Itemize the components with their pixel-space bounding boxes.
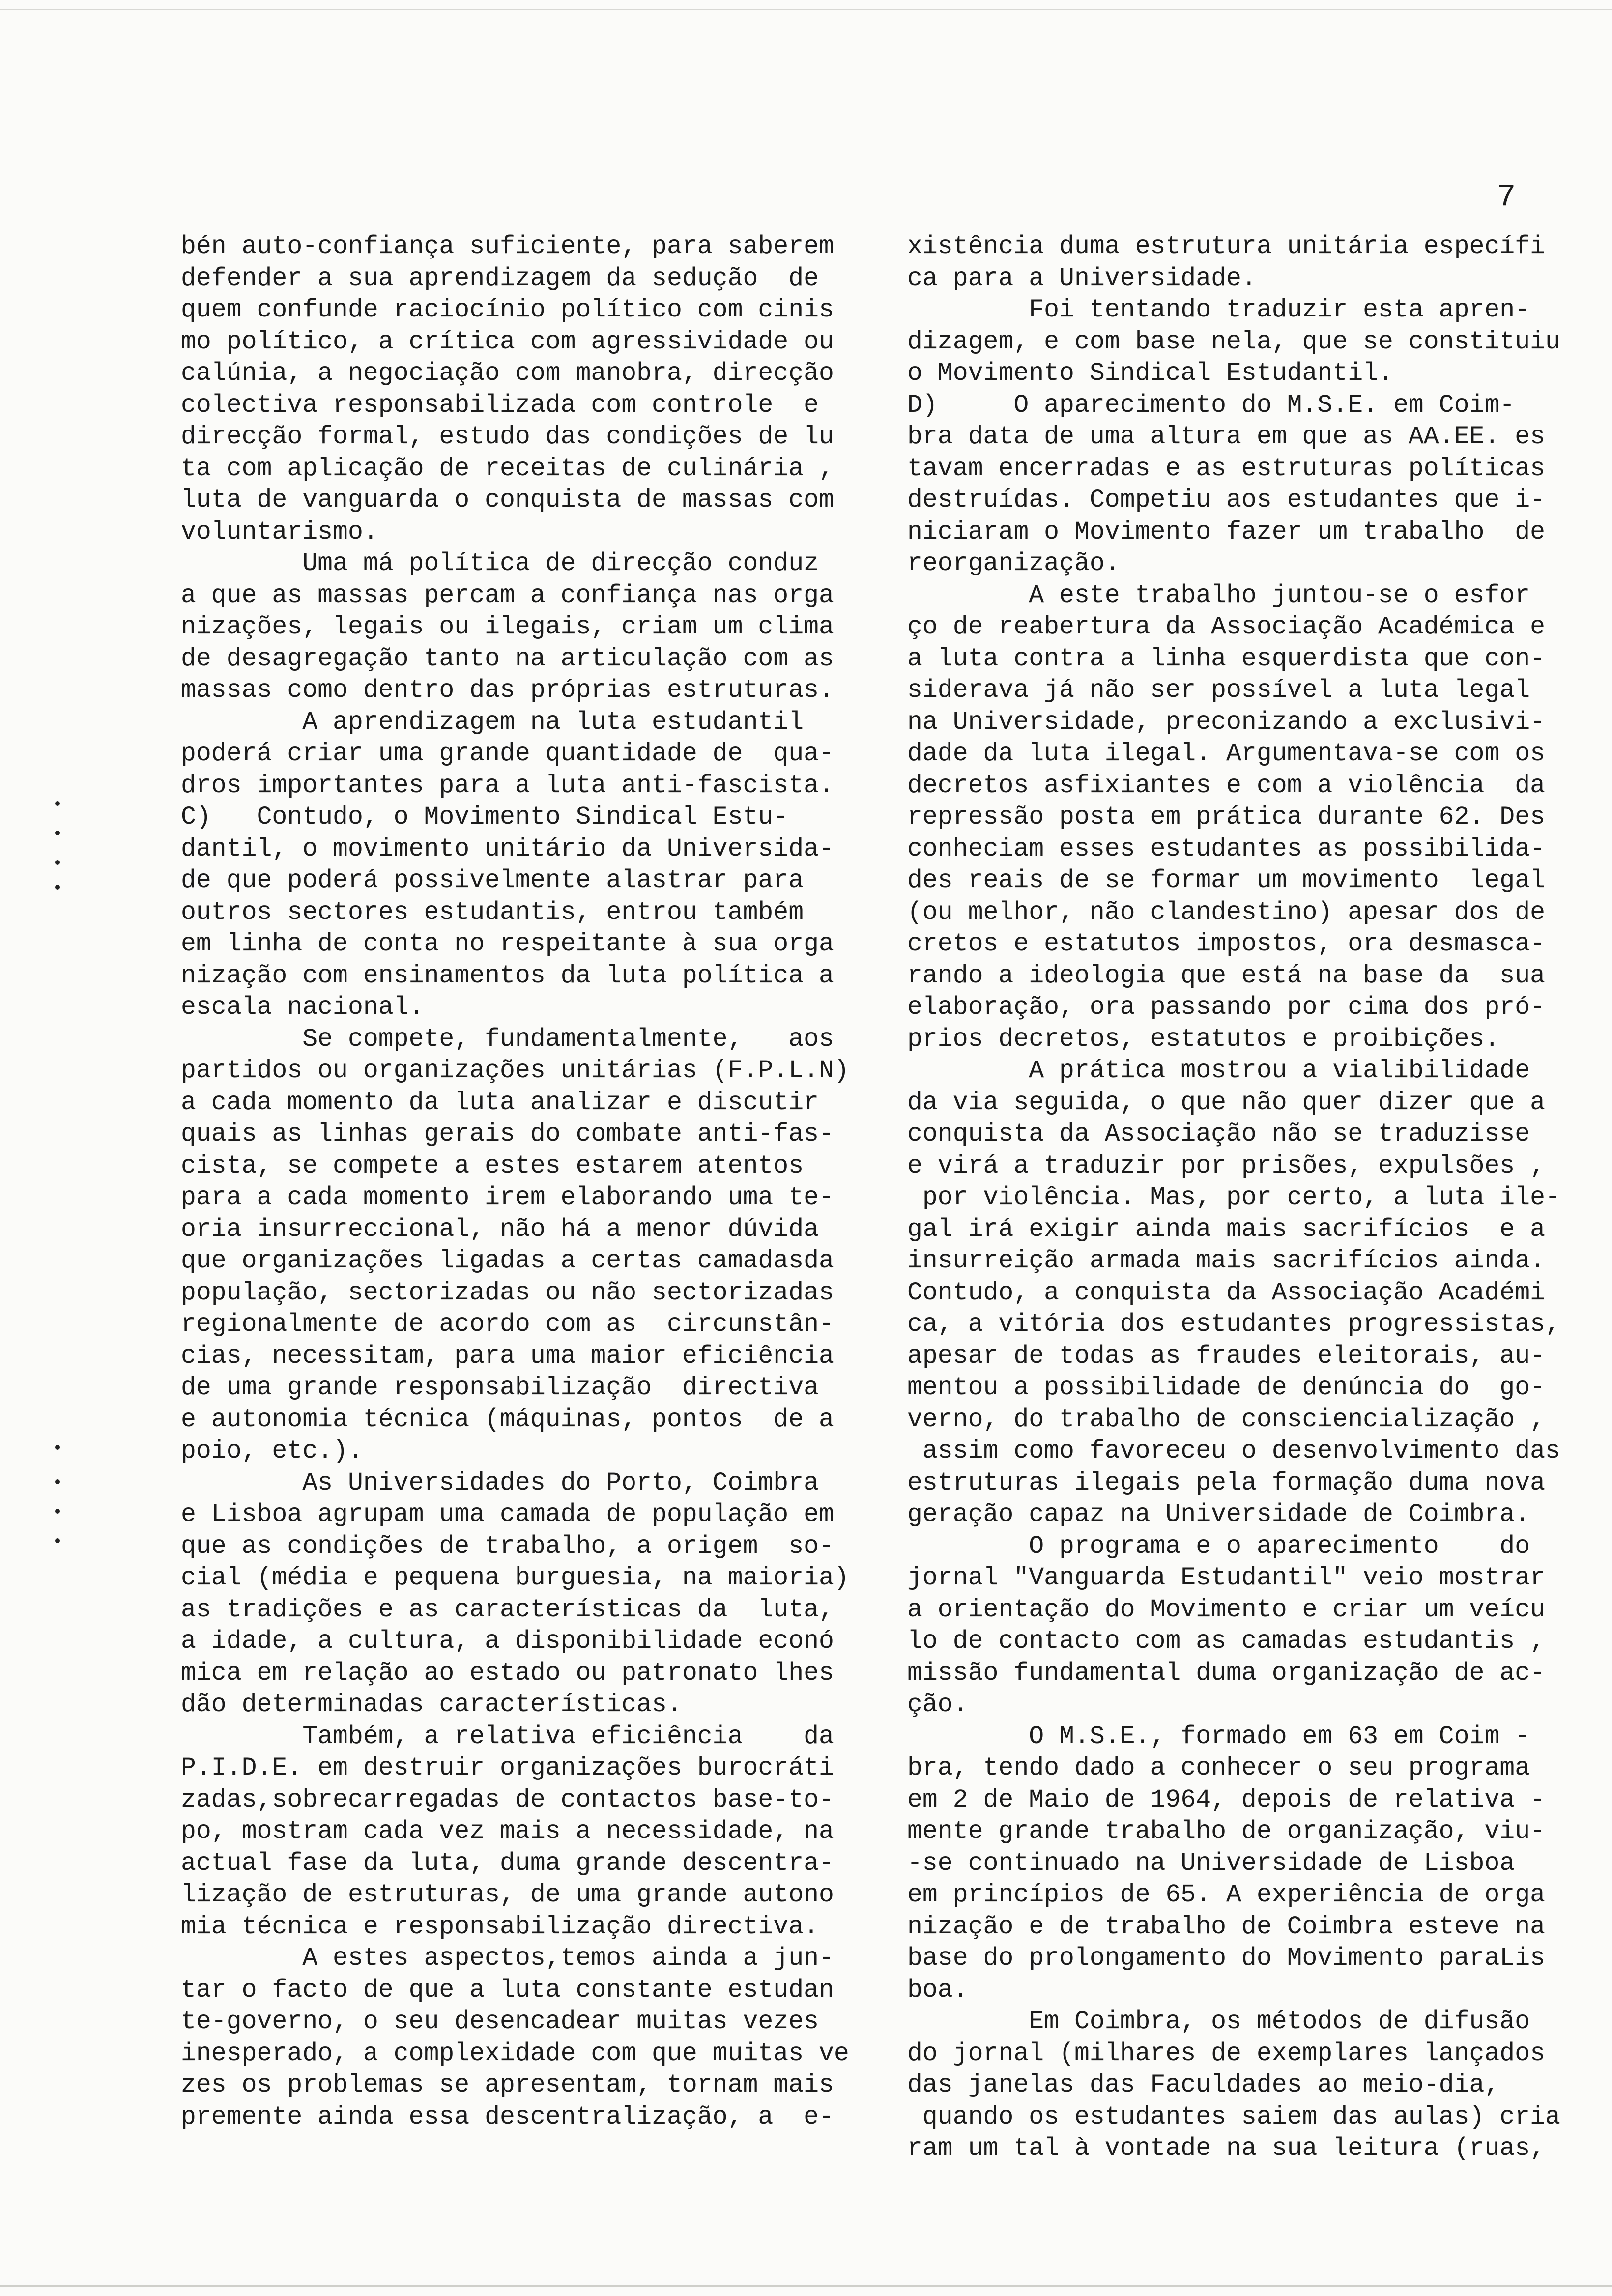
text-line: tavam encerradas e as estruturas políticas: [907, 454, 1546, 483]
text-line: ca, a vitória dos estudantes progressistas,: [907, 1310, 1560, 1339]
text-line: regionalmente de acordo com as circunstân-: [181, 1310, 834, 1339]
text-line: dantil, o movimento unitário da Universida-: [181, 834, 834, 863]
text-line: bra data de uma altura em que as AA.EE. es: [907, 423, 1546, 451]
text-line: boa.: [907, 1976, 968, 2005]
text-line: a idade, a cultura, a disponibilidade econó: [181, 1627, 834, 1656]
text-line: a cada momento da luta analizar e discutir: [181, 1088, 819, 1117]
text-line: cias, necessitam, para uma maior eficiência: [181, 1342, 834, 1371]
text-line: prios decretos, estatutos e proibições.: [907, 1025, 1500, 1054]
text-line: por violência. Mas, por certo, a luta ile-: [907, 1183, 1560, 1212]
text-line: repressão posta em prática durante 62. Des: [907, 803, 1546, 832]
text-line: P.I.D.E. em destruir organizações burocráti: [181, 1754, 834, 1782]
text-line: inesperado, a complexidade com que muitas ve: [181, 2039, 849, 2068]
text-line: partidos ou organizações unitárias (F.P.L.N): [181, 1057, 849, 1085]
text-line: conquista da Associação não se traduzisse: [907, 1120, 1530, 1148]
text-line: ram um tal à vontade na sua leitura (ruas,: [907, 2134, 1546, 2163]
text-line: poio, etc.).: [181, 1437, 363, 1465]
text-line: siderava já não ser possível a luta legal: [907, 676, 1530, 705]
text-line: jornal "Vanguarda Estudantil" veio mostrar: [907, 1564, 1546, 1592]
text-line: voluntarismo.: [181, 517, 378, 546]
text-line: escala nacional.: [181, 993, 424, 1022]
text-line: lo de contacto com as camadas estudantis ,: [907, 1627, 1546, 1656]
text-line: da via seguida, o que não quer dizer que a: [907, 1088, 1546, 1117]
text-line: O M.S.E., formado em 63 em Coim -: [907, 1722, 1530, 1751]
text-line: te-governo, o seu desencadear muitas vezes: [181, 2008, 819, 2036]
text-line: Em Coimbra, os métodos de difusão: [907, 2008, 1530, 2036]
text-line: Contudo, a conquista da Associação Académi: [907, 1278, 1546, 1307]
text-line: (ou melhor, não clandestino) apesar dos de: [907, 898, 1546, 927]
text-line: zes os problemas se apresentam, tornam mais: [181, 2071, 834, 2099]
text-line: geração capaz na Universidade de Coimbra.: [907, 1500, 1530, 1529]
text-line: em princípios de 65. A experiência de orga: [907, 1881, 1546, 1909]
text-line: de desagregação tanto na articulação com as: [181, 644, 834, 673]
bottom-scan-edge: [0, 2285, 1612, 2287]
top-scan-edge: [0, 9, 1612, 10]
text-line: A este trabalho juntou-se o esfor: [907, 581, 1530, 610]
text-line: mentou a possibilidade de denúncia do go-: [907, 1374, 1546, 1402]
text-line: luta de vanguarda o conquista de massas com: [181, 486, 834, 515]
margin-mark-dot: [55, 885, 60, 890]
text-line: bra, tendo dado a conhecer o seu programa: [907, 1754, 1530, 1782]
text-line: mica em relação ao estado ou patronato lhes: [181, 1659, 834, 1688]
page-number: 7: [1497, 180, 1516, 215]
text-line: população, sectorizadas ou não sectorizadas: [181, 1278, 834, 1307]
text-line: lização de estruturas, de uma grande autono: [181, 1881, 834, 1909]
text-line: elaboração, ora passando por cima dos pró-: [907, 993, 1546, 1022]
text-line: mia técnica e responsabilização directiva.: [181, 1912, 819, 1941]
text-line: nização com ensinamentos da luta política a: [181, 961, 834, 990]
text-line: xistência duma estrutura unitária específi: [907, 232, 1546, 261]
text-line: defender a sua aprendizagem da sedução de: [181, 264, 819, 293]
text-line: cista, se compete a estes estarem atentos: [181, 1151, 804, 1180]
text-line: calúnia, a negociação com manobra, direcção: [181, 359, 834, 388]
text-line: zadas,sobrecarregadas de contactos base-to-: [181, 1785, 834, 1814]
text-line: ção.: [907, 1691, 968, 1719]
text-line: destruídas. Competiu aos estudantes que i-: [907, 486, 1546, 515]
text-line: que as condições de trabalho, a origem so-: [181, 1532, 834, 1561]
text-line: Também, a relativa eficiência da: [181, 1722, 834, 1751]
text-line: poderá criar uma grande quantidade de qua-: [181, 740, 834, 768]
text-line: colectiva responsabilizada com controle e: [181, 391, 819, 420]
margin-mark-dot: [55, 1509, 60, 1514]
text-line: de que poderá possivelmente alastrar para: [181, 866, 804, 895]
text-line: assim como favoreceu o desenvolvimento das: [907, 1437, 1560, 1465]
text-line: missão fundamental duma organização de ac-: [907, 1659, 1546, 1688]
text-line: A aprendizagem na luta estudantil: [181, 708, 804, 737]
text-line: reorganização.: [907, 549, 1120, 578]
text-line: dão determinadas características.: [181, 1691, 682, 1719]
text-line: As Universidades do Porto, Coimbra: [181, 1468, 819, 1497]
text-line: e autonomia técnica (máquinas, pontos de a: [181, 1405, 834, 1434]
text-line: que organizações ligadas a certas camadasda: [181, 1247, 834, 1275]
text-line: O programa e o aparecimento do: [907, 1532, 1530, 1561]
text-line: dros importantes para a luta anti-fascista.: [181, 771, 834, 800]
text-line: direcção formal, estudo das condições de lu: [181, 423, 834, 451]
text-line: des reais de se formar um movimento legal: [907, 866, 1546, 895]
text-line: na Universidade, preconizando a exclusivi-: [907, 708, 1546, 737]
text-line: po, mostram cada vez mais a necessidade, na: [181, 1817, 834, 1846]
text-line: de uma grande responsabilização directiva: [181, 1374, 819, 1402]
text-line: C) Contudo, o Movimento Sindical Estu-: [181, 803, 789, 832]
text-line: em linha de conta no respeitante à sua orga: [181, 930, 834, 958]
margin-mark-dot: [55, 1479, 60, 1484]
text-line: Se compete, fundamentalmente, aos: [181, 1025, 834, 1054]
text-line: mente grande trabalho de organização, viu-: [907, 1817, 1546, 1846]
text-line: cretos e estatutos impostos, ora desmasca-: [907, 930, 1546, 958]
margin-mark-dot: [55, 1445, 60, 1450]
text-line: das janelas das Faculdades ao meio-dia,: [907, 2071, 1500, 2099]
text-line: quem confunde raciocínio político com cinis: [181, 296, 834, 324]
text-line: ço de reabertura da Associação Académica e: [907, 613, 1546, 641]
text-line: para a cada momento irem elaborando uma te-: [181, 1183, 834, 1212]
text-line: tar o facto de que a luta constante estudan: [181, 1976, 834, 2005]
text-line: dade da luta ilegal. Argumentava-se com os: [907, 740, 1546, 768]
margin-mark-dot: [55, 831, 60, 835]
text-line: cial (média e pequena burguesia, na maioria): [181, 1564, 849, 1592]
text-line: nização e de trabalho de Coimbra esteve na: [907, 1912, 1546, 1941]
text-line: ta com aplicação de receitas de culinária ,: [181, 454, 834, 483]
text-line: conheciam esses estudantes as possibilida-: [907, 834, 1546, 863]
text-line: massas como dentro das próprias estruturas.: [181, 676, 834, 705]
text-line: em 2 de Maio de 1964, depois de relativa -: [907, 1785, 1546, 1814]
text-line: insurreição armada mais sacrifícios ainda.: [907, 1247, 1546, 1275]
text-line: base do prolongamento do Movimento paraLis: [907, 1944, 1546, 1973]
text-line: a luta contra a linha esquerdista que con-: [907, 644, 1546, 673]
text-line: verno, do trabalho de consciencialização ,: [907, 1405, 1546, 1434]
text-line: Uma má política de direcção conduz: [181, 549, 819, 578]
text-line: apesar de todas as fraudes eleitorais, au-: [907, 1342, 1546, 1371]
text-line: rando a ideologia que está na base da sua: [907, 961, 1546, 990]
text-line: outros sectores estudantis, entrou também: [181, 898, 804, 927]
text-line: quando os estudantes saiem das aulas) cria: [907, 2102, 1560, 2131]
text-line: oria insurreccional, não há a menor dúvida: [181, 1215, 819, 1244]
text-line: Foi tentando traduzir esta apren-: [907, 296, 1530, 324]
text-line: actual fase da luta, duma grande descentra-: [181, 1849, 834, 1878]
text-line: ca para a Universidade.: [907, 264, 1257, 293]
right-text-column: [907, 231, 1585, 2165]
text-line: gal irá exigir ainda mais sacrifícios e a: [907, 1215, 1546, 1244]
text-line: premente ainda essa descentralização, a e-: [181, 2102, 834, 2131]
margin-mark-dot: [55, 860, 60, 865]
text-line: A prática mostrou a vialibilidade: [907, 1057, 1530, 1085]
text-line: nizações, legais ou ilegais, criam um clima: [181, 613, 834, 641]
text-line: mo político, a crítica com agressividade ou: [181, 327, 834, 356]
text-line: e virá a traduzir por prisões, expulsões ,: [907, 1151, 1546, 1180]
text-line: decretos asfixiantes e com a violência da: [907, 771, 1546, 800]
text-line: o Movimento Sindical Estudantil.: [907, 359, 1393, 388]
text-line: e Lisboa agrupam uma camada de população em: [181, 1500, 834, 1529]
text-line: estruturas ilegais pela formação duma nova: [907, 1468, 1546, 1497]
text-line: niciaram o Movimento fazer um trabalho de: [907, 517, 1546, 546]
text-line: quais as linhas gerais do combate anti-fas-: [181, 1120, 834, 1148]
margin-mark-dot: [55, 801, 60, 806]
text-line: as tradições e as características da luta,: [181, 1595, 834, 1624]
text-line: a orientação do Movimento e criar um veícu: [907, 1595, 1546, 1624]
text-line: -se continuado na Universidade de Lisboa: [907, 1849, 1515, 1878]
text-line: do jornal (milhares de exemplares lançados: [907, 2039, 1546, 2068]
text-line: a que as massas percam a confiança nas orga: [181, 581, 834, 610]
text-line: bén auto-confiança suficiente, para saberem: [181, 232, 834, 261]
text-line: D) O aparecimento do M.S.E. em Coim-: [907, 391, 1515, 420]
margin-mark-dot: [55, 1538, 60, 1543]
left-text-column: [181, 231, 859, 2133]
text-line: A estes aspectos,temos ainda a jun-: [181, 1944, 834, 1973]
text-line: dizagem, e com base nela, que se constituiu: [907, 327, 1560, 356]
